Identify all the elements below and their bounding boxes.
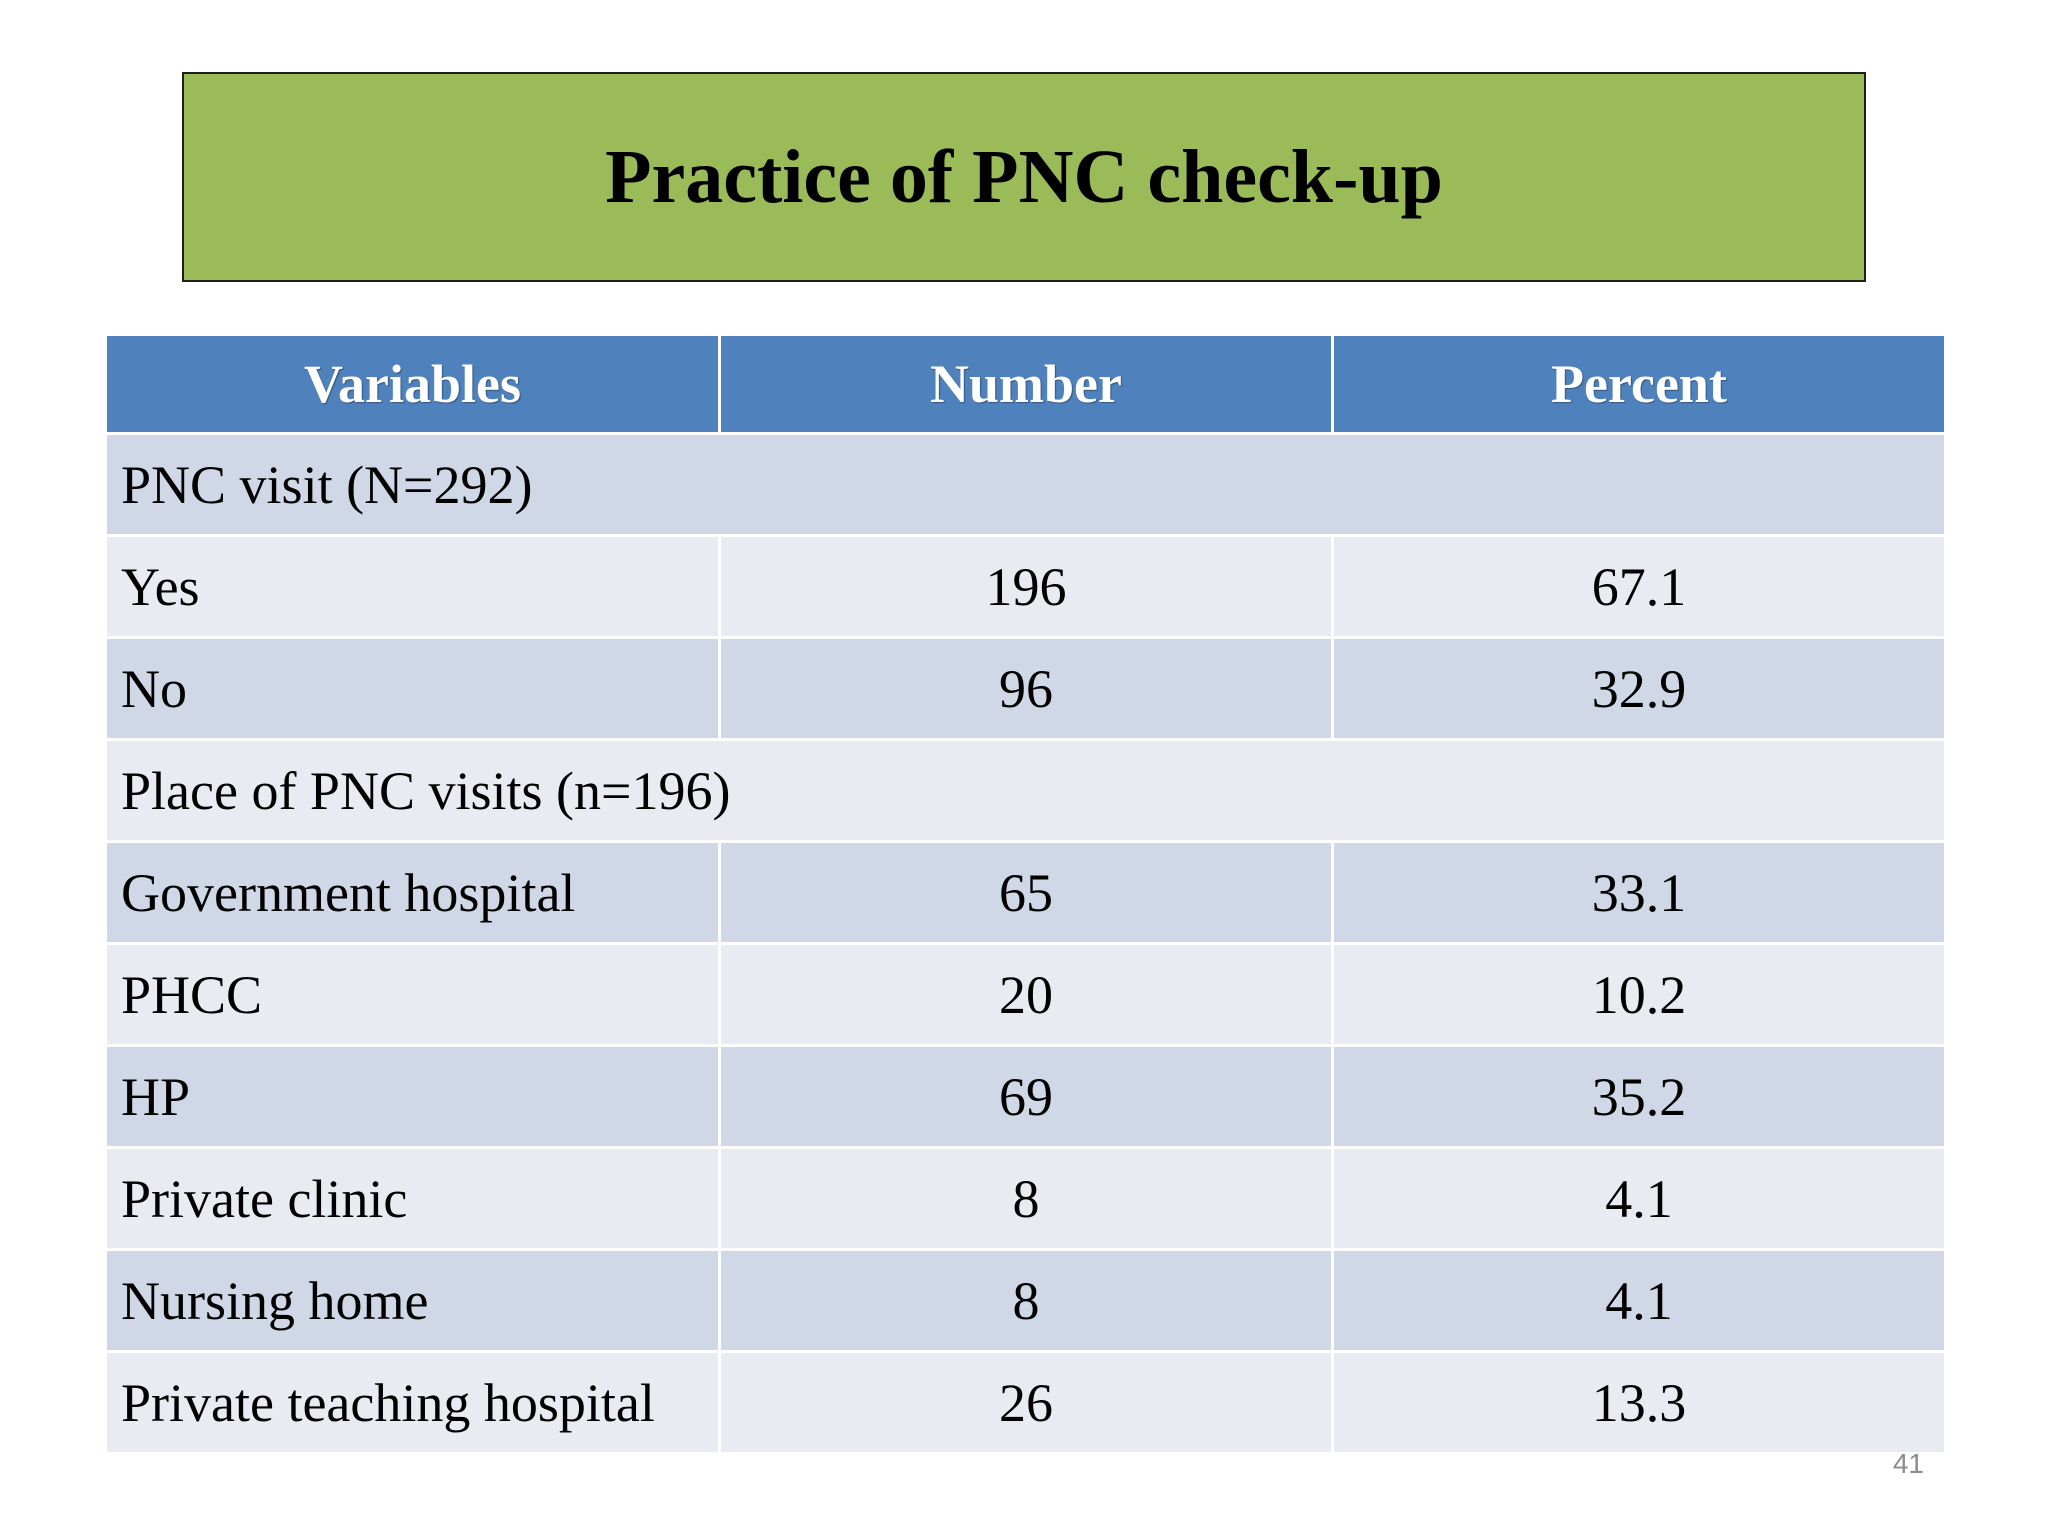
row-label: Government hospital [106, 842, 720, 944]
table-row [106, 842, 1946, 944]
row-label: HP [106, 1046, 720, 1148]
pnc-table [104, 333, 1947, 1455]
header-percent: Percent [1333, 335, 1946, 434]
row-percent: 4.1 [1333, 1250, 1946, 1352]
row-label: Private clinic [106, 1148, 720, 1250]
row-label: PHCC [106, 944, 720, 1046]
row-percent: 4.1 [1333, 1148, 1946, 1250]
row-number: 96 [720, 638, 1333, 740]
row-percent: 67.1 [1333, 536, 1946, 638]
row-number: 196 [720, 536, 1333, 638]
row-number: 8 [720, 1250, 1333, 1352]
row-label: Nursing home [106, 1250, 720, 1352]
group-label: PNC visit (N=292) [106, 434, 1946, 536]
table-row-group-pnc-visit [106, 434, 1946, 536]
row-percent: 33.1 [1333, 842, 1946, 944]
slide-number: 41 [1892, 1448, 1924, 1479]
table-row [106, 1046, 1946, 1148]
row-label: No [106, 638, 720, 740]
table-header-row [106, 335, 1946, 434]
title-banner [182, 72, 1866, 282]
row-percent: 32.9 [1333, 638, 1946, 740]
row-percent: 13.3 [1333, 1352, 1946, 1454]
row-number: 20 [720, 944, 1333, 1046]
row-percent: 35.2 [1333, 1046, 1946, 1148]
header-variables: Variables [106, 335, 720, 434]
row-number: 69 [720, 1046, 1333, 1148]
row-number: 65 [720, 842, 1333, 944]
data-table-container [104, 333, 1944, 1455]
row-number: 26 [720, 1352, 1333, 1454]
table-row [106, 944, 1946, 1046]
row-percent: 10.2 [1333, 944, 1946, 1046]
row-label: Private teaching hospital [106, 1352, 720, 1454]
row-number: 8 [720, 1148, 1333, 1250]
table-row [106, 536, 1946, 638]
table-row [106, 638, 1946, 740]
slide-title: Practice of PNC check-up [605, 135, 1443, 219]
table-row-group-place [106, 740, 1946, 842]
table-row [106, 1250, 1946, 1352]
row-label: Yes [106, 536, 720, 638]
table-row [106, 1148, 1946, 1250]
table-row [106, 1352, 1946, 1454]
header-number: Number [720, 335, 1333, 434]
group-label: Place of PNC visits (n=196) [106, 740, 1946, 842]
